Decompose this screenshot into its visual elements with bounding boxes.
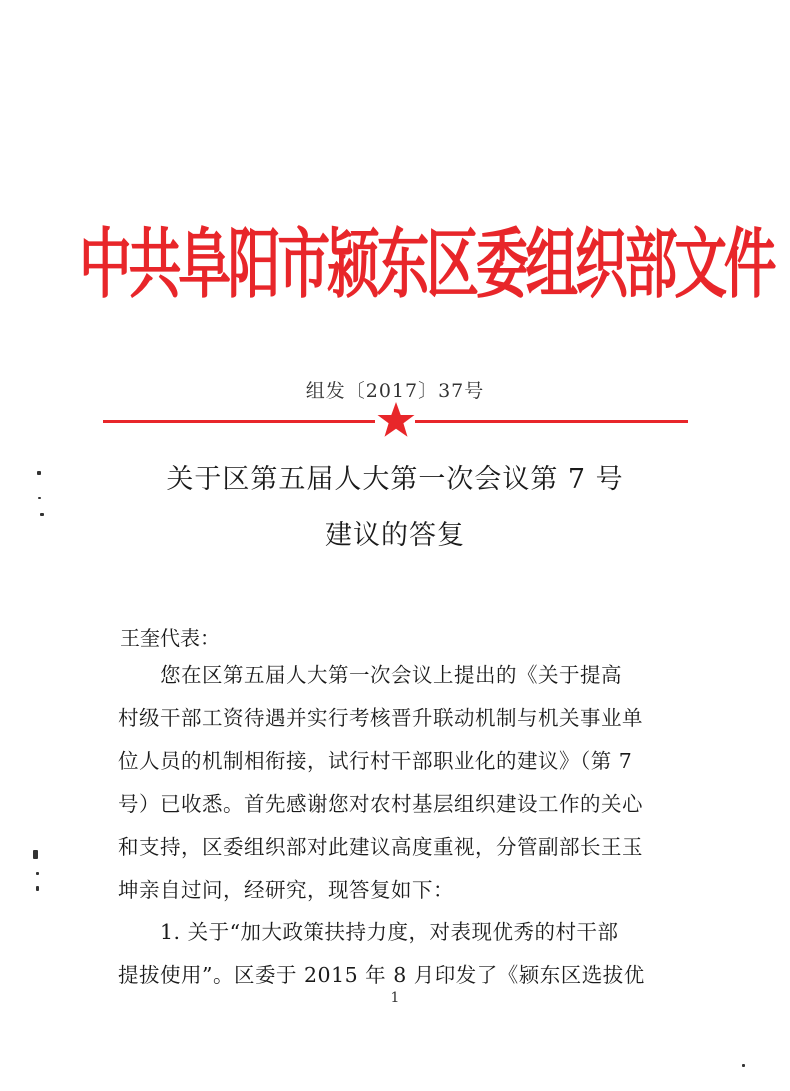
document-title-line-1: 关于区第五届人大第一次会议第 7 号 xyxy=(166,464,624,495)
body-line: 您在区第五届人大第一次会议上提出的《关于提高 xyxy=(160,663,622,687)
scan-artifact xyxy=(36,872,39,875)
body-line: 位人员的机制相衔接，试行村干部职业化的建议》（第 7 xyxy=(118,749,633,773)
page-number: 1 xyxy=(390,990,400,1006)
scan-artifact xyxy=(36,886,39,891)
body-line: 坤亲自过问，经研究，现答复如下： xyxy=(118,878,454,902)
body-line: 村级干部工资待遇并实行考核晋升联动机制与机关事业单 xyxy=(118,706,643,730)
body-line: 和支持，区委组织部对此建议高度重视，分管副部长王玉 xyxy=(118,835,643,859)
document-header-title: 中共阜阳市颍东区委组织部文件 xyxy=(79,220,774,309)
red-divider-right xyxy=(415,420,688,423)
scan-artifact xyxy=(37,471,41,475)
salutation: 王奎代表： xyxy=(120,626,220,650)
scan-artifact xyxy=(40,513,44,516)
body-line: 1. 关于“加大政策扶持力度，对表现优秀的村干部 xyxy=(160,920,619,944)
document-number: 组发〔2017〕37号 xyxy=(305,380,485,402)
scan-artifact xyxy=(33,850,38,859)
red-star-icon xyxy=(376,400,416,440)
scan-artifact xyxy=(742,1064,745,1067)
red-divider-left xyxy=(103,420,375,423)
body-line: 提拔使用”。区委于 2015 年 8 月印发了《颍东区选拔优 xyxy=(118,963,645,987)
scan-artifact xyxy=(38,497,41,499)
document-title-line-2: 建议的答复 xyxy=(325,520,465,551)
body-line: 号）已收悉。首先感谢您对农村基层组织建设工作的关心 xyxy=(118,792,643,816)
